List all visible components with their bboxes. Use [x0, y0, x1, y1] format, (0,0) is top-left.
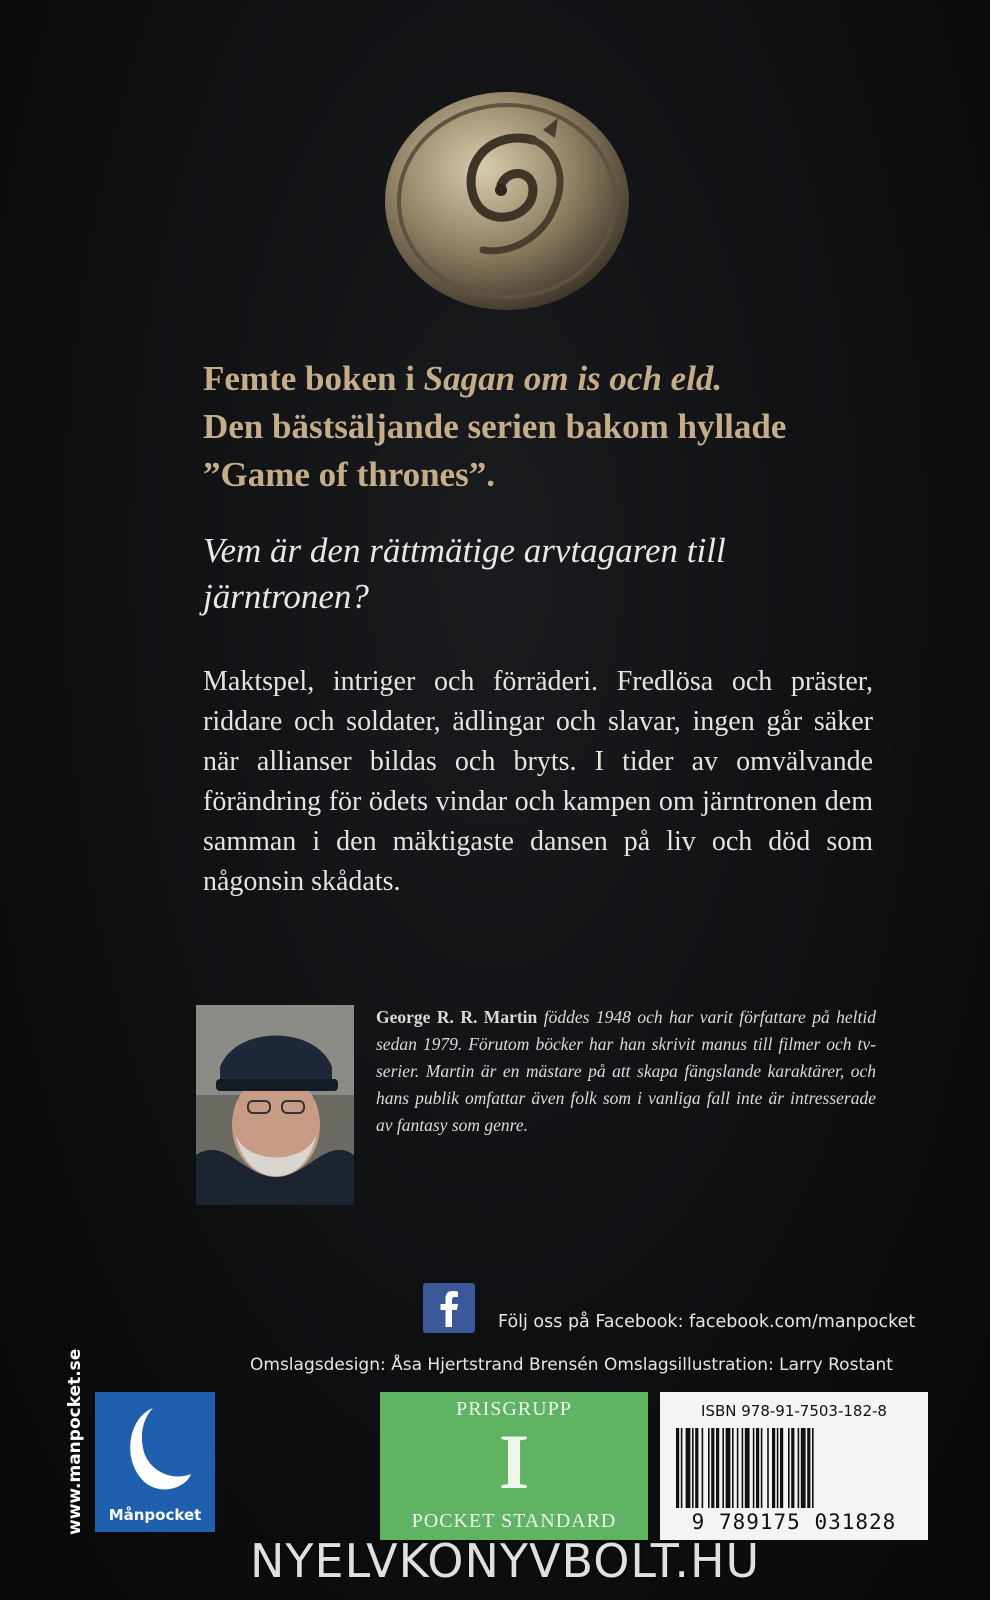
price-category: POCKET STANDARD [411, 1510, 617, 1532]
publisher-name: Månpocket [108, 1506, 202, 1524]
tagline-question: Vem är den rättmätige arvtagaren till järntronen? [203, 531, 726, 616]
author-name: George R. R. Martin [376, 1007, 538, 1027]
publisher-logo [95, 1392, 215, 1532]
watermark: NYELVKONYVBOLT.HU [250, 1534, 761, 1588]
book-description: Maktspel, intriger och förräderi. Fredlösa och präster, riddare och soldater, ädlingar och slavar, ingen går säker när allianser bildas och bryts. I tider av omvälvande förändring för ödets vindar och kampen om järntronen dem samman i den mäktigaste dansen på liv och död som någonsin skådats. [203, 666, 873, 897]
moon-icon [117, 1404, 193, 1492]
price-group-value: I [498, 1418, 530, 1505]
intro-line-3: ”Game of thrones”. [203, 455, 495, 494]
author-photo [196, 1005, 354, 1205]
publisher-website: www.manpocket.se [65, 1348, 85, 1535]
facebook-follow-text[interactable]: Följ oss på Facebook: facebook.com/manpocket [498, 1312, 916, 1332]
isbn-text: ISBN 978-91-7503-182-8 [701, 1402, 887, 1420]
intro-line-1: Femte boken i [203, 359, 424, 398]
series-title: Sagan om is och eld. [423, 359, 723, 398]
barcode-panel [660, 1392, 928, 1540]
barcode-number: 9 789175 031828 [691, 1510, 897, 1534]
intro-line-2: Den bästsäljande serien bakom hyllade [203, 407, 787, 446]
author-bio [376, 1004, 876, 1139]
dragon-coin-emblem [383, 90, 631, 312]
price-group-label: PRISGRUPP [456, 1398, 572, 1420]
barcode-icon [676, 1428, 912, 1508]
cover-credits: Omslagsdesign: Åsa Hjertstrand Brensén Omslagsillustration: Larry Rostant [250, 1355, 893, 1375]
author-bio-text: föddes 1948 och har varit författare på heltid sedan 1979. Förutom böcker har han skrivit manus till filmer och tv-serier. Martin är en mästare på att skapa fängslande karaktärer, och hans publik omfattar även folk som i vanliga fall inte är intresserade av fantasy som genre. [376, 1007, 876, 1135]
price-group-badge [380, 1392, 648, 1540]
facebook-icon[interactable] [423, 1283, 475, 1333]
series-intro [203, 355, 903, 499]
